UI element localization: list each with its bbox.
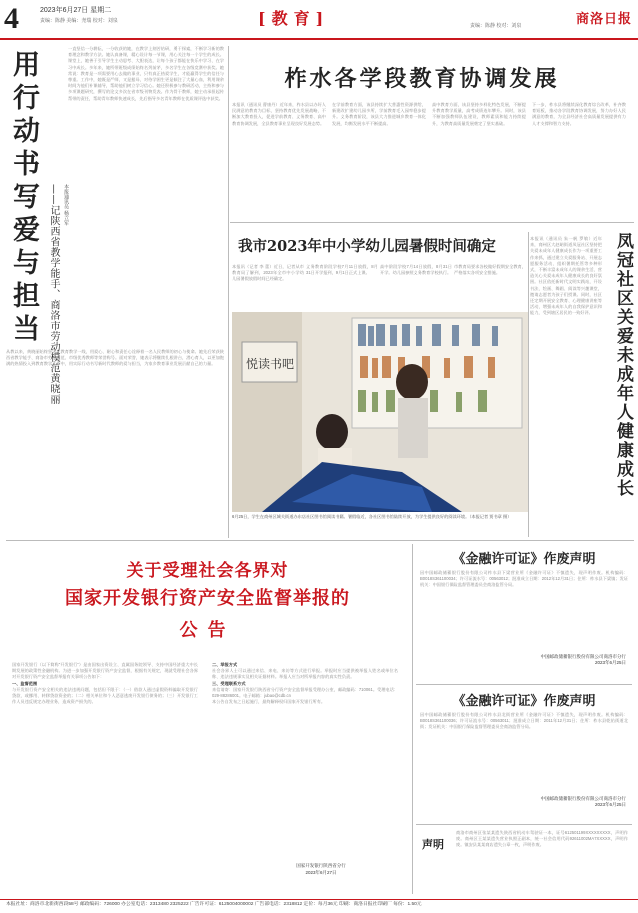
library-sign: 悦读书吧 [245,357,295,371]
notice-title-line2: 国家开发银行资产安全监督举报的 [65,588,350,609]
feature-body-upper: 一直坚信一分耕耘，一分收获的她，在教学上刻苦钻研，勇于探索，不断学习新的教育理念和教学方法。她认真备课，精心设计每一节课，用心关注每一个学生的成长。课堂上，她善于引导学生主动思考、大胆表达，让每个孩子都能在快乐中学习、在学习中成长。多年来，她所带班级成绩始终名列前茅，多名学生在各级竞赛中获奖。她常说：教育是一项需要用心去做的事业，只有真正热爱学生，才能赢得学生的信任与尊重。工作中，她既是严师，又是慈母，对待学困生更是倾注了大量心血，利用课余时间为他们补课辅导，帮助他们树立学习信心。她还积极参与教研活动，主持和参与多项课题研究，撰写的论文多次在省市级刊物发表。作为骨干教师，她主动承担起传帮带的责任，帮助青年教师快速成长，先后指导多名青年教师在优质课评选中获奖。 [68,46,224,101]
coord-column: 下一步，柞水县将继续深化教育综合改革，补齐教育短板，推动各学段教育协调发展，努力办好人民满意的教育，为全县经济社会高质量发展提供有力人才支撑和智力支持。 [532,102,626,126]
notice-title-line1: 关于受理社会各界对 [126,561,289,581]
coord-column: 本报讯（通讯员 曹康丹）近年来，柞水县以办好人民满意的教育为目标，坚持教育优先发展战略，不断加大教育投入，促进学前教育、义务教育、高中教育协调发展，全县教育事业呈现良好发展态势。 [232,102,326,126]
section-divider [230,222,634,223]
declaration-date: 2023年6月25日 [594,660,626,665]
declaration-date: 2023年6月25日 [594,802,626,807]
news-photo [232,312,528,512]
masthead-right-info: 责编：陈静 校对：刘泉 [470,23,522,29]
coord-column: 在学前教育方面，该县持续扩大普惠性资源供给，新建改扩建幼儿园多所，学前教育毛入园率稳步提升。义务教育阶段，该县大力推进城乡教育一体化发展，均衡发展水平不断提高。 [332,102,426,126]
license-declaration-2 [416,690,632,822]
notice-body-right [212,662,398,862]
community-story-body: 本报讯（通讯员 朱一帆 罗敏）近年来，商州区大赵峪街道凤冠社区坚持把关爱未成年人健康成长作为一项重要工作来抓，通过建立关爱服务站、开展志愿服务活动、组织暑期托管等多种形式，不断丰富未成年人的课余生活，营造关心关爱未成年人健康成长的良好氛围。社区依托新时代文明实践站，开设书法、绘画、舞蹈、阅读等兴趣课堂，邀请志愿者为孩子们授课。同时，社区还定期开展安全教育、心理健康讲座等活动，增强未成年人的自我保护意识和能力，受到辖区居民的一致好评。 [530,236,602,316]
masthead-info [40,6,118,26]
coord-column: 高中教育方面，该县坚持多样化特色发展，不断提升教育教学质量，高考成绩连年攀升。同时，该县不断加强教师队伍建设，教师素质和能力持续提升，为教育高质量发展奠定了坚实基础。 [432,102,526,126]
declaration-body: 因中国邮政储蓄银行股份有限公司柞水县下梁营业所《金融许可证》不慎遗失，现声明作废。机构编码：B0018S361100034；许可证流水号：00563012；批准成立日期：2012年12月31日；住所：柞水县下梁镇；发证机关：中国银行保险监督管理委员会商洛监管分局。 [420,570,628,588]
public-notice [6,544,409,892]
notice-channels-heading: 二、举报方式 [212,662,238,667]
notice-scope-text: 与开发银行资产安全相关的违法违规问题，包括但不限于：（一）借款人通过虚假资料骗取开发银行贷款，或挪用、转移贷款资金的；（二）相关单位和个人恶意逃废开发银行债务的；（三）开发银行工作人员违反规定办理业务，造成资产损失的。 [12,686,198,705]
small-declaration-body: 商洛市商州区张某某遗失陕西省机动车驾驶证一本，证号612501199XXXXXXXXX，声明作废。商州区王某某遗失营业执照正副本，统一社会信用代码92611002MA7XXXXX，声明作废。镇安县某某商店遗失公章一枚，声明作废。 [456,830,628,848]
section-divider [6,540,634,541]
feature-subtitle: ——记陕西省教学能手、商洛市劳动模范黄晓丽 [48,184,59,405]
notice-body-left [12,662,198,878]
column-divider [228,46,229,538]
declaration-org: 中国邮政储蓄银行股份有限公司商洛市分行 [540,796,626,801]
notice-closing: 本公告自发布之日起施行，最终解释权归国家开发银行所有。 [212,699,326,705]
notice-mail-text: 来信请寄：国家开发银行陕西省分行资产安全监督举报受理办公室，邮政编码：710061。受理电话：029-88286001。电子邮箱：jubao@cdb.cn [212,686,398,699]
notice-sign-org: 国家开发银行陕西省分行 [296,863,346,868]
declaration-footer [466,796,626,808]
article-body-coord [232,102,632,202]
masthead [0,0,638,40]
feature-body-lower: 从教以来，黄晓丽始终坚守在教育教学一线，用爱心、耐心和责任心诠释着一名人民教师的初心与使命。她先后荣获陕西省教学能手、商洛市劳动模范、市级优秀教师等荣誉称号。面对荣誉，她表示将继续扎根讲台，潜心育人，以更加饱满的热情投入到教育教学工作中，用实际行动书写新时代教师的爱与担当，为家乡教育事业发展贡献自己的力量。 [6,349,224,367]
page-number: 4 [4,2,19,35]
column-divider [412,544,413,894]
feature-story [6,44,226,499]
declaration-title: 《金融许可证》作废声明 [452,552,596,567]
declaration-footer [466,654,626,666]
newspaper-logo: 商洛日报 [575,12,632,27]
community-story-title: 凤冠社区关爱未成年人健康成长 [613,232,633,498]
notice-scope-heading: 一、监督范围 [12,680,38,686]
declaration-body: 因中国邮政储蓄银行股份有限公司柞水县北街营业所《金融许可证》不慎遗失，现声明作废。机构编码：B0018S361100036；许可证流水号：00563011；批准成立日期：2011年12月31日；住所：柞水县乾佑街道北街；发证机关：中国银行保险监督管理委员会商洛监管分局。 [420,712,628,730]
holiday-column: 义务教育阶段学校7月11日放假，8月31日开学报到，9月1日正式上课。 [306,264,378,276]
notice-mail-heading: 三、受理联系方式 [212,680,246,686]
section-divider [416,824,632,825]
library-reading-illustration [232,312,528,512]
feature-author: 本报通讯员 杨立军 [63,184,69,226]
small-declaration-title: 声明 [422,838,444,851]
notice-intro: 国家开发银行（以下简称“开发银行”）是由国家出资设立、直属国务院领导、支持中国经济重大中长期发展的政策性金融机构。为进一步加强开发银行资产安全监督，根据有关规定，现就受理社会各界对开发银行资产安全监督举报有关事项公告如下： [12,662,198,680]
community-story [530,232,634,537]
page-footer: 本报社址：商洛市北新街西段58号 邮政编码：726000 办公室电话：2313480 2325222 广告许可证：6125004000002 广告部电话：2318812 定价：每月36元 印刷：商洛日报社印刷厂 每份：1.50元 [0,899,638,913]
section-name: [教育] [258,9,330,28]
notice-channels-text: 社会各界人士可以通过来信、来电、来访等方式进行举报。举报时应当提供被举报人姓名或单位名称、违法违规事实及相关证据材料。举报人应当对所举报内容的真实性负责。 [212,668,398,680]
holiday-column: 本报讯（记者 李 蕾）近日，记者从市教育局了解到，2023年全市中小学幼儿园暑假放假时间已经确定。 [232,264,304,282]
notice-signature [256,862,386,876]
column-divider [528,232,529,537]
article-title-holiday: 我市2023年中小学幼儿园暑假时间确定 [238,238,496,255]
notice-sign-date: 2023年6月27日 [305,870,337,875]
holiday-column: 高中阶段学校7月14日放假，8月31日开学。幼儿园参照义务教育学校执行。 [380,264,452,276]
section-divider [416,684,632,685]
license-declaration-1 [416,548,632,680]
holiday-column: 市教育局要求各校做好假期安全教育，严格落实各项安全措施。 [454,264,526,276]
declaration-org: 中国邮政储蓄银行股份有限公司商洛市分行 [540,654,626,659]
issue-date: 2023年6月27日 星期二 [40,7,112,14]
article-body-holiday [232,264,526,304]
photo-caption: 6月25日，学生在商州区城关街道办东店社区图书馆阅读书籍。暑假临近，各社区图书馆陆续开放，为学生提供良好的阅读环境。（本报记者 贾书章 摄） [232,514,512,519]
article-title-coord: 柞水各学段教育协调发展 [284,66,560,92]
notice-title-line3: 公告 [179,620,236,641]
small-declaration [416,826,632,892]
feature-title: 用行动书写爱与担当 [8,50,39,347]
declaration-title: 《金融许可证》作废声明 [452,694,596,709]
editor-line: 责编：陈静 美编：尧瑞 校对：刘泉 [40,18,118,24]
